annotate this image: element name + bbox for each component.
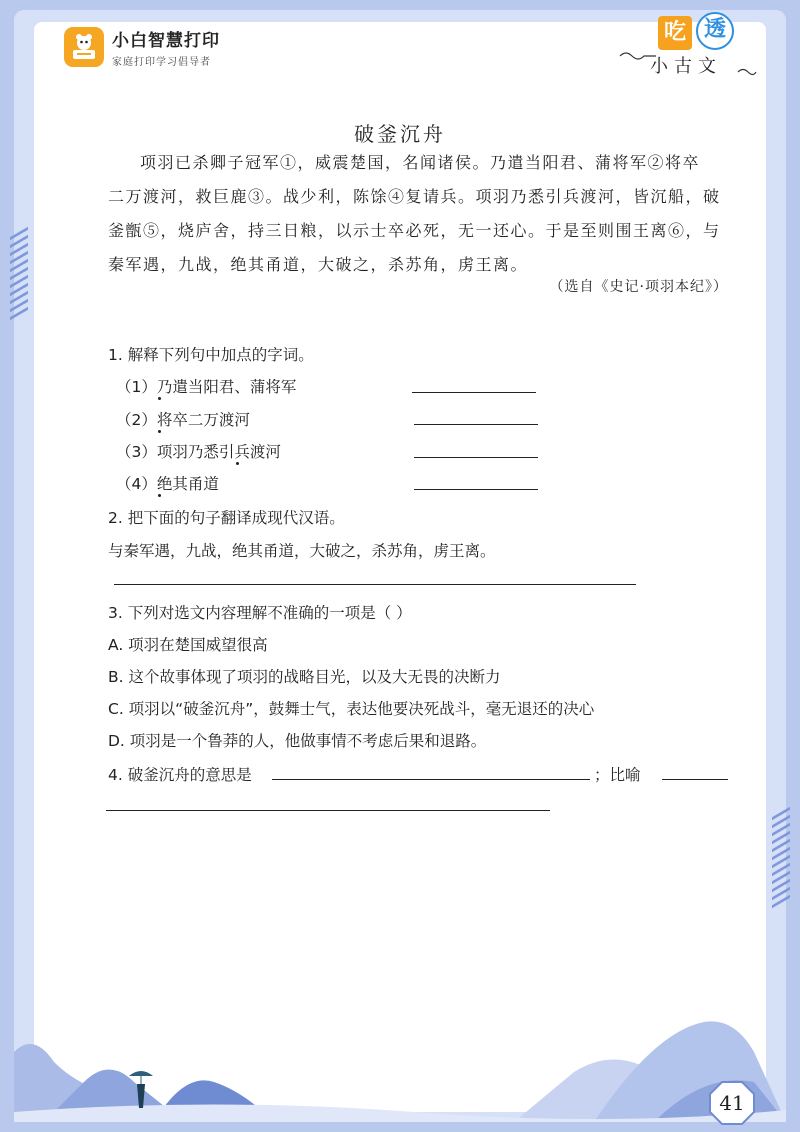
cloud-swirl-icon (618, 48, 658, 60)
logo-subtitle: 家庭打印学习倡导者 (112, 57, 211, 68)
emphasis-dot (158, 494, 161, 497)
emphasis-dot (158, 397, 161, 400)
paragraph-line: 釜甑⑤，烧庐舍，持三日粮，以示士卒必死，无一还心。于是至则围王离⑥，与 (108, 221, 721, 240)
brand-logo (64, 26, 220, 68)
page-number: 41 (719, 1091, 745, 1115)
question-1-item-4: （4）绝其甬道 (116, 475, 219, 493)
article-title: 破釜沉舟 (354, 122, 446, 146)
answer-blank-1-4[interactable] (414, 489, 538, 490)
question-1-prompt: 1. 解释下列句中加点的字词。 (108, 346, 314, 364)
question-1-item-2: （2）将卒二万渡河 (116, 411, 250, 429)
article-paragraph (108, 146, 734, 282)
emphasis-dot (236, 462, 239, 465)
answer-blank-4-meaning[interactable] (272, 779, 590, 780)
answer-blank-2[interactable] (114, 584, 636, 585)
question-3-option-c: C. 项羽以“破釜沉舟”，鼓舞士气，表达他要决死战斗，毫无退还的决心 (108, 700, 595, 718)
umbrella-figure-icon (128, 1068, 154, 1112)
question-2-sentence: 与秦军遇，九战，绝其甬道，大破之，杀苏角，虏王离。 (108, 542, 496, 560)
source-citation: （选自《史记·项羽本纪》） (549, 279, 728, 295)
paragraph-line: 秦军遇，九战，绝其甬道，大破之，杀苏角，虏王离。 (108, 255, 529, 274)
question-1-item-1: （1）乃遣当阳君、蒲将军 (116, 378, 297, 396)
answer-blank-4-metaphor[interactable] (662, 779, 728, 780)
page-number-badge (708, 1080, 756, 1126)
question-3-option-a: A. 项羽在楚国威望很高 (108, 636, 268, 654)
question-4-metaphor-label: ；比喻 (594, 766, 641, 784)
cloud-swirl-icon-2 (736, 66, 758, 78)
decor-stripes-left (10, 232, 28, 315)
brand-small-text: 小古文 (650, 56, 722, 77)
paragraph-line: 项羽已杀卿子冠军①，威震楚国，名闻诸侯。乃遣当阳君、蒲将军②将卒 (140, 153, 701, 172)
logo-title: 小白智慧打印 (112, 31, 220, 51)
emphasis-dot (158, 430, 161, 433)
brand-char-chi: 吃 (658, 16, 692, 50)
question-1-item-3: （3）项羽乃悉引兵渡河 (116, 443, 281, 461)
paragraph-line: 二万渡河，救巨鹿③。战少利，陈馀④复请兵。项羽乃悉引兵渡河，皆沉船，破 (108, 187, 721, 206)
question-3-option-b: B. 这个故事体现了项羽的战略目光，以及大无畏的决断力 (108, 668, 501, 686)
question-3-option-d: D. 项羽是一个鲁莽的人，他做事情不考虑后果和退路。 (108, 732, 487, 750)
printer-mascot-icon (64, 27, 104, 67)
decor-stripes-right (772, 812, 790, 903)
answer-blank-1-1[interactable] (412, 392, 536, 393)
series-brand (640, 12, 760, 80)
question-4-prompt: 4. 破釜沉舟的意思是 (108, 766, 252, 784)
answer-blank-4-continued[interactable] (106, 810, 550, 811)
question-3-prompt: 3. 下列对选文内容理解不准确的一项是（ ） (108, 604, 412, 622)
brand-char-tou: 透 (696, 12, 734, 50)
answer-blank-1-3[interactable] (414, 457, 538, 458)
answer-blank-1-2[interactable] (414, 424, 538, 425)
question-2-prompt: 2. 把下面的句子翻译成现代汉语。 (108, 509, 345, 527)
